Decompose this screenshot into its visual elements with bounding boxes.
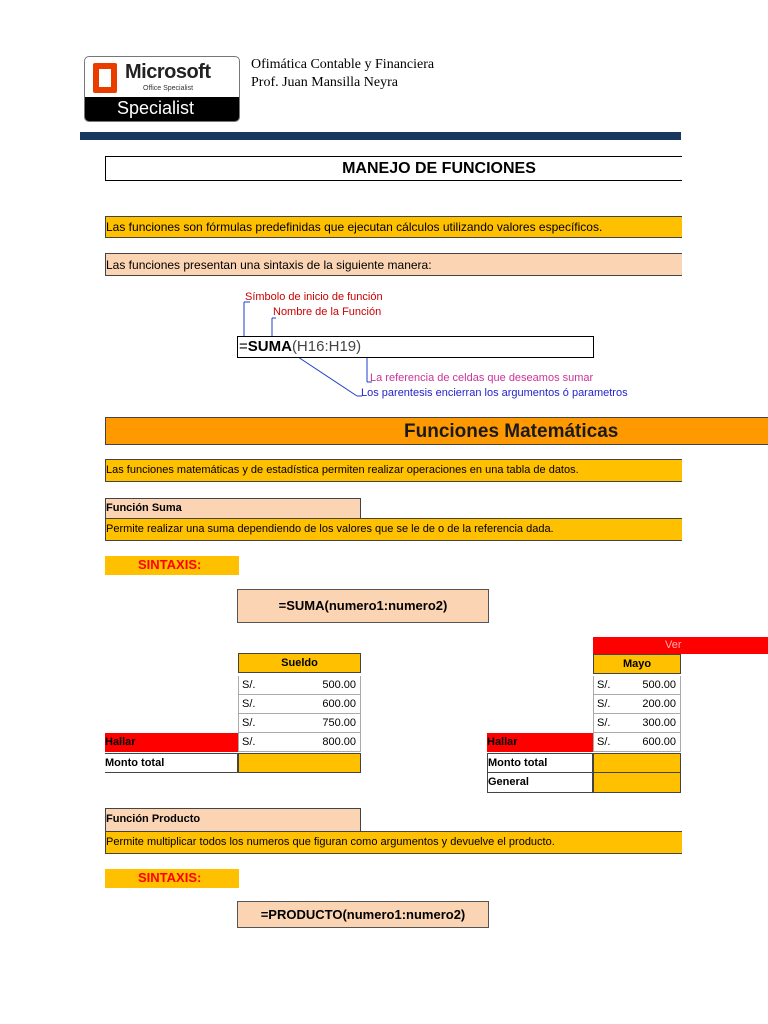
currency: S/. [597, 698, 611, 710]
header-course: Ofimática Contable y Financiera [251, 57, 435, 72]
table-row [593, 714, 681, 733]
hallar-left [105, 733, 238, 752]
producto-sintaxis-cell [105, 869, 239, 888]
table-row [238, 714, 361, 733]
monto-left-label-cell [105, 753, 238, 773]
suma-sintaxis: SINTAXIS: [138, 557, 202, 572]
math-desc-row [105, 459, 682, 482]
suma-desc-row [105, 518, 682, 541]
monto-left-value[interactable] [238, 753, 361, 773]
currency: S/. [597, 717, 611, 729]
currency: S/. [242, 736, 256, 748]
producto-title: Función Producto [106, 813, 201, 825]
producto-sintaxis: SINTAXIS: [138, 870, 202, 885]
logo-badge [85, 97, 240, 122]
label-parentheses: Los parentesis encierran los argumentos ó parametros [361, 387, 628, 399]
producto-desc: Permite multiplicar todos los numeros que figuran como argumentos y devuelve el producto. [106, 836, 555, 848]
currency: S/. [597, 679, 611, 691]
currency: S/. [597, 736, 611, 748]
producto-desc-row [105, 831, 682, 854]
page-title: MANEJO DE FUNCIONES [342, 160, 536, 177]
logo-brand: Microsoft [125, 61, 211, 83]
logo-sub: Office Specialist [143, 85, 194, 92]
sueldo-header-label: Sueldo [281, 657, 318, 669]
table-row [238, 676, 361, 695]
currency: S/. [242, 679, 256, 691]
ver-banner [593, 637, 768, 654]
amount: 500.00 [642, 679, 676, 691]
mayo-header [593, 654, 681, 674]
sueldo-header [238, 653, 361, 673]
amount: 500.00 [322, 679, 356, 691]
suma-title-cell [105, 498, 361, 519]
suma-sintaxis-cell [105, 556, 239, 575]
table-row [238, 695, 361, 714]
suma-title: Función Suma [106, 502, 182, 514]
general-label: General [488, 776, 529, 788]
producto-formula: =PRODUCTO(numero1:numero2) [260, 907, 466, 922]
suma-formula: =SUMA(numero1:numero2) [278, 598, 448, 613]
header-rule [80, 132, 681, 140]
hallar-right [487, 733, 593, 752]
hallar-right-label: Hallar [487, 736, 518, 748]
page-title-box [105, 156, 682, 181]
formula-eq: = [239, 338, 248, 355]
table-row [238, 733, 361, 752]
label-reference: La referencia de celdas que deseamos sumar [370, 372, 594, 384]
amount: 800.00 [322, 736, 356, 748]
currency: S/. [242, 698, 256, 710]
producto-title-cell [105, 808, 361, 832]
general-label-cell [487, 773, 593, 793]
header-professor: Prof. Juan Mansilla Neyra [251, 75, 398, 90]
label-function-name: Nombre de la Función [273, 306, 382, 318]
suma-desc: Permite realizar una suma dependiendo de los valores que se le de o de la referencia dada. [106, 523, 554, 535]
monto-right-label-cell [487, 753, 593, 773]
table-row [593, 733, 681, 752]
intro-text-1: Las funciones son fórmulas predefinidas que ejecutan cálculos utilizando valores específicos. [106, 220, 603, 234]
general-value[interactable] [593, 773, 681, 793]
currency: S/. [242, 717, 256, 729]
intro-text-2: Las funciones presentan una sintaxis de la siguiente manera: [106, 258, 432, 272]
mayo-header-label: Mayo [622, 658, 652, 670]
hallar-left-label: Hallar [105, 736, 136, 748]
section-math-title: Funciones Matemáticas [404, 421, 619, 442]
section-math-header [105, 417, 768, 445]
intro-row-1 [105, 216, 682, 238]
formula-example [237, 336, 594, 358]
logo-badge-text: Specialist [117, 98, 195, 118]
monto-right-label: Monto total [488, 757, 548, 769]
suma-formula-box [237, 589, 489, 623]
monto-left-label: Monto total [105, 757, 165, 769]
amount: 750.00 [322, 717, 356, 729]
amount: 600.00 [642, 736, 676, 748]
mos-logo [84, 56, 240, 122]
formula-fn-name: SUMA [247, 338, 292, 355]
amount: 200.00 [642, 698, 676, 710]
math-desc: Las funciones matemáticas y de estadística permiten realizar operaciones en una tabla de datos. [106, 464, 579, 476]
amount: 600.00 [322, 698, 356, 710]
office-icon [93, 63, 117, 93]
table-row [593, 676, 681, 695]
amount: 300.00 [642, 717, 676, 729]
ver-label: Ver [665, 639, 682, 651]
intro-row-2 [105, 253, 682, 276]
formula-example-text [239, 338, 361, 355]
formula-args: (H16:H19) [291, 338, 362, 355]
label-symbol: Símbolo de inicio de función [245, 291, 383, 303]
producto-formula-box [237, 901, 489, 928]
table-row [593, 695, 681, 714]
monto-right-value[interactable] [593, 753, 681, 773]
